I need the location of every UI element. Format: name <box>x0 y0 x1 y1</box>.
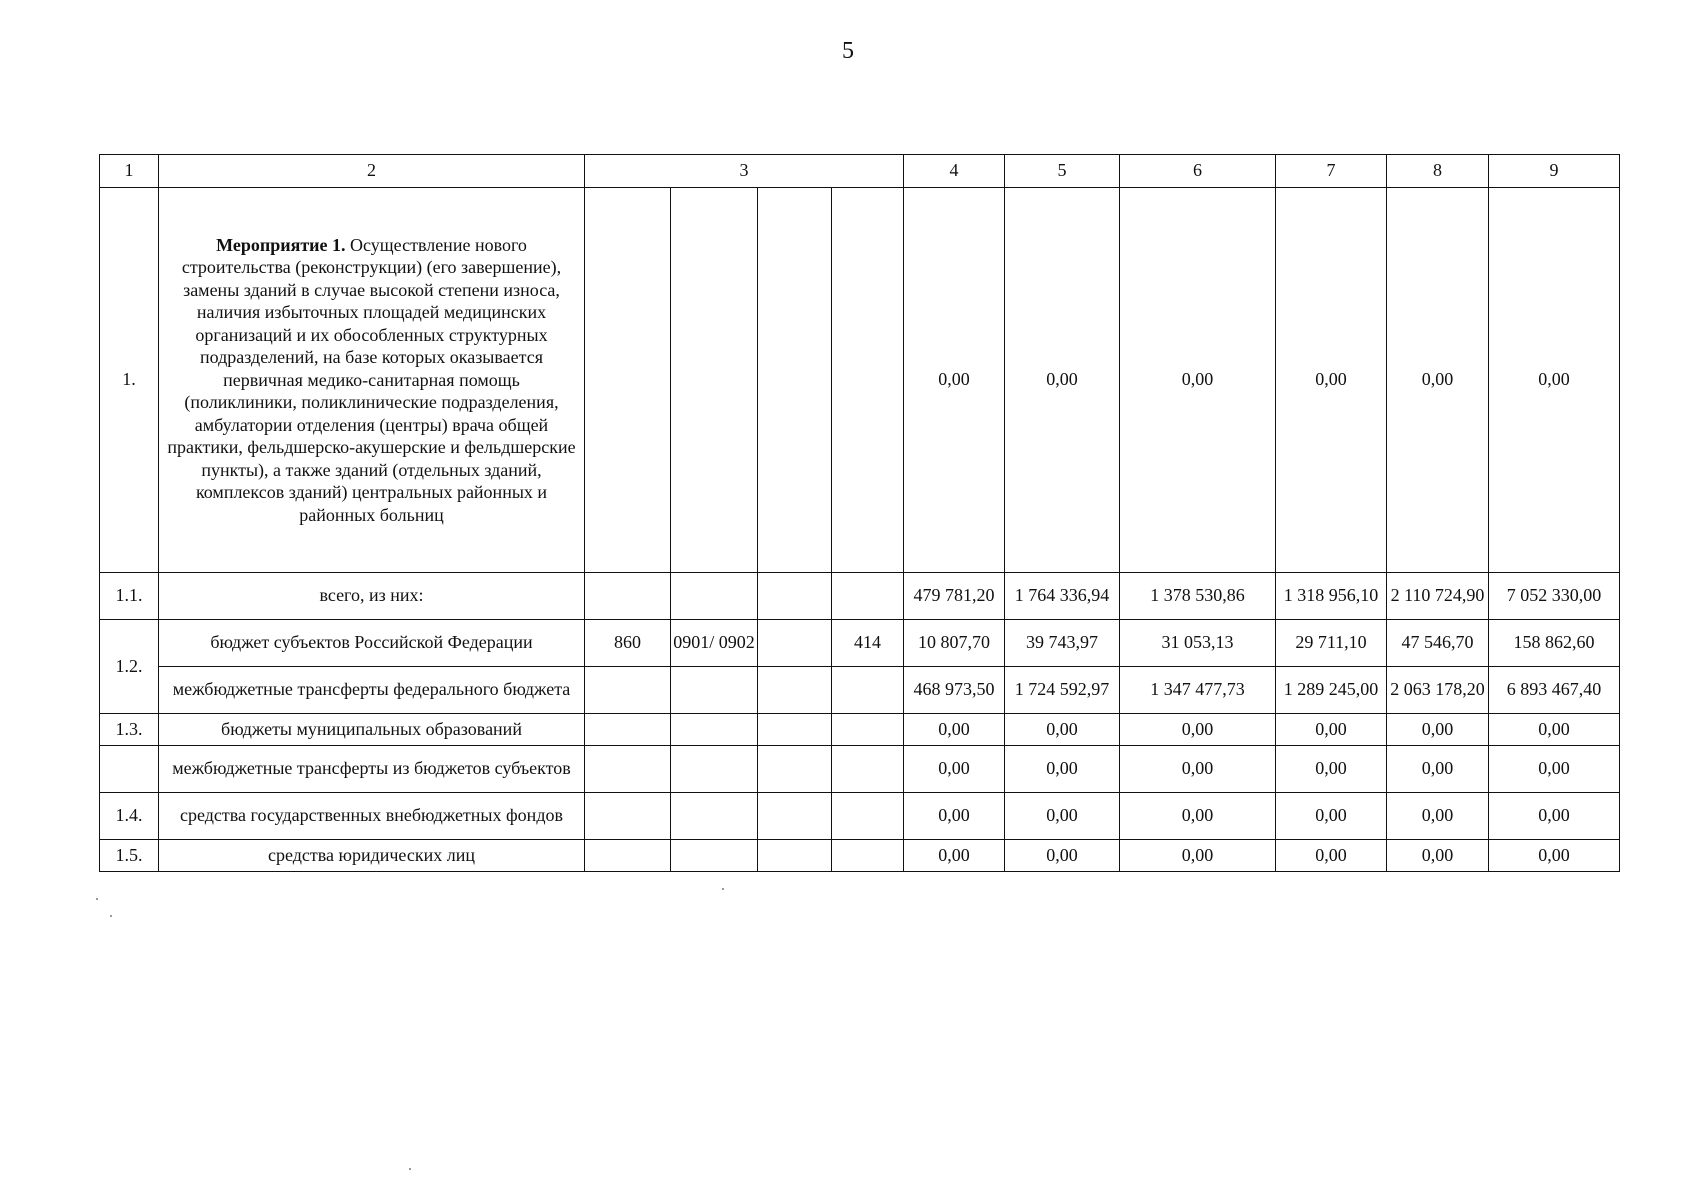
value-cell: 0,00 <box>1489 746 1620 793</box>
value-cell: 29 711,10 <box>1276 620 1387 667</box>
code-cell <box>832 714 904 746</box>
table-row-1-2 <box>100 620 1620 667</box>
value-cell: 6 893 467,40 <box>1489 667 1620 714</box>
code-cell <box>671 188 758 573</box>
code-cell <box>832 667 904 714</box>
header-cell: 1 <box>100 155 159 188</box>
scan-speck <box>96 898 98 900</box>
value-cell: 7 052 330,00 <box>1489 573 1620 620</box>
value-cell: 0,00 <box>1387 746 1489 793</box>
code-cell <box>585 667 671 714</box>
value-cell: 0,00 <box>1387 840 1489 872</box>
measure-title-prefix: Мероприятие 1. <box>216 234 346 255</box>
header-cell: 2 <box>159 155 585 188</box>
value-cell: 479 781,20 <box>904 573 1005 620</box>
table-row-1-1 <box>100 573 1620 620</box>
value-cell: 0,00 <box>1120 793 1276 840</box>
page-number: 5 <box>842 38 854 64</box>
row-number <box>100 746 159 793</box>
measure-description <box>159 188 585 573</box>
header-cell: 9 <box>1489 155 1620 188</box>
table-row-subject-transfers <box>100 746 1620 793</box>
code-cell <box>758 793 832 840</box>
value-cell: 0,00 <box>1005 793 1120 840</box>
code-cell <box>671 573 758 620</box>
row-number: 1.5. <box>100 840 159 872</box>
code-cell <box>832 793 904 840</box>
code-cell <box>671 714 758 746</box>
code-cell <box>832 573 904 620</box>
code-cell <box>758 188 832 573</box>
code-cell: 0901/ 0902 <box>671 620 758 667</box>
value-cell: 0,00 <box>904 714 1005 746</box>
code-cell <box>671 667 758 714</box>
code-cell <box>832 188 904 573</box>
value-cell: 1 378 530,86 <box>1120 573 1276 620</box>
scan-speck <box>722 888 724 890</box>
value-cell: 0,00 <box>1005 714 1120 746</box>
value-cell: 1 289 245,00 <box>1276 667 1387 714</box>
value-cell: 0,00 <box>1489 188 1620 573</box>
row-label: бюджет субъектов Российской Федерации <box>159 620 585 667</box>
header-cell: 7 <box>1276 155 1387 188</box>
value-cell: 0,00 <box>1120 188 1276 573</box>
table-row-1-4 <box>100 793 1620 840</box>
code-cell <box>671 793 758 840</box>
value-cell: 0,00 <box>904 188 1005 573</box>
value-cell: 468 973,50 <box>904 667 1005 714</box>
header-cell: 3 <box>585 155 904 188</box>
code-cell <box>758 667 832 714</box>
code-cell <box>832 840 904 872</box>
value-cell: 0,00 <box>904 793 1005 840</box>
value-cell: 10 807,70 <box>904 620 1005 667</box>
table-row-measure-1 <box>100 188 1620 573</box>
code-cell <box>585 188 671 573</box>
row-number: 1.1. <box>100 573 159 620</box>
value-cell: 0,00 <box>1005 746 1120 793</box>
header-cell: 4 <box>904 155 1005 188</box>
code-cell <box>585 714 671 746</box>
value-cell: 0,00 <box>1387 188 1489 573</box>
table-row-1-5 <box>100 840 1620 872</box>
value-cell: 0,00 <box>1005 840 1120 872</box>
value-cell: 0,00 <box>1489 840 1620 872</box>
value-cell: 0,00 <box>904 746 1005 793</box>
value-cell: 2 110 724,90 <box>1387 573 1489 620</box>
value-cell: 0,00 <box>1276 746 1387 793</box>
value-cell: 1 347 477,73 <box>1120 667 1276 714</box>
code-cell: 860 <box>585 620 671 667</box>
header-cell: 5 <box>1005 155 1120 188</box>
value-cell: 0,00 <box>1276 793 1387 840</box>
value-cell: 0,00 <box>1276 714 1387 746</box>
row-label: средства юридических лиц <box>159 840 585 872</box>
value-cell: 158 862,60 <box>1489 620 1620 667</box>
code-cell <box>671 746 758 793</box>
scan-speck <box>110 915 112 917</box>
value-cell: 1 318 956,10 <box>1276 573 1387 620</box>
value-cell: 0,00 <box>1387 714 1489 746</box>
value-cell: 0,00 <box>1120 714 1276 746</box>
header-row <box>100 155 1620 188</box>
row-label: средства государственных внебюджетных фондов <box>159 793 585 840</box>
code-cell: 414 <box>832 620 904 667</box>
code-cell <box>585 573 671 620</box>
code-cell <box>758 746 832 793</box>
header-cell: 8 <box>1387 155 1489 188</box>
budget-table <box>99 154 1620 872</box>
value-cell: 1 764 336,94 <box>1005 573 1120 620</box>
code-cell <box>832 746 904 793</box>
code-cell <box>585 840 671 872</box>
table-row-federal-transfers <box>100 667 1620 714</box>
row-number: 1. <box>100 188 159 573</box>
value-cell: 31 053,13 <box>1120 620 1276 667</box>
value-cell: 0,00 <box>1489 793 1620 840</box>
code-cell <box>585 746 671 793</box>
row-label: всего, из них: <box>159 573 585 620</box>
code-cell <box>758 620 832 667</box>
row-label: бюджеты муниципальных образований <box>159 714 585 746</box>
code-cell <box>585 793 671 840</box>
value-cell: 47 546,70 <box>1387 620 1489 667</box>
value-cell: 0,00 <box>1005 188 1120 573</box>
value-cell: 2 063 178,20 <box>1387 667 1489 714</box>
header-cell: 6 <box>1120 155 1276 188</box>
table-row-1-3 <box>100 714 1620 746</box>
row-label: межбюджетные трансферты федерального бюджета <box>159 667 585 714</box>
row-label: межбюджетные трансферты из бюджетов субъектов <box>159 746 585 793</box>
value-cell: 0,00 <box>1276 840 1387 872</box>
row-number: 1.2. <box>100 620 159 714</box>
value-cell: 1 724 592,97 <box>1005 667 1120 714</box>
code-cell <box>671 840 758 872</box>
value-cell: 0,00 <box>1489 714 1620 746</box>
code-cell <box>758 573 832 620</box>
code-cell <box>758 714 832 746</box>
measure-title-text: Осуществление нового строительства (реконструкции) (его завершение), замены зданий в случае высокой степени износа, наличия избыточных площадей медицинских организаций и их обособленных структурных подразделений, на базе которых оказывается первичная медико-санитарная помощь (поликлиники, поликлинические подразделения, амбулатории отделения (центры) врача общей практики, фельдшерско-акушерские и фельдшерские пункты), а также зданий (отдельных зданий, комплексов зданий) центральных районных и районных больниц <box>167 234 576 525</box>
value-cell: 0,00 <box>1387 793 1489 840</box>
value-cell: 39 743,97 <box>1005 620 1120 667</box>
value-cell: 0,00 <box>1120 746 1276 793</box>
code-cell <box>758 840 832 872</box>
value-cell: 0,00 <box>1276 188 1387 573</box>
value-cell: 0,00 <box>904 840 1005 872</box>
scan-speck <box>409 1168 411 1170</box>
row-number: 1.3. <box>100 714 159 746</box>
row-number: 1.4. <box>100 793 159 840</box>
value-cell: 0,00 <box>1120 840 1276 872</box>
